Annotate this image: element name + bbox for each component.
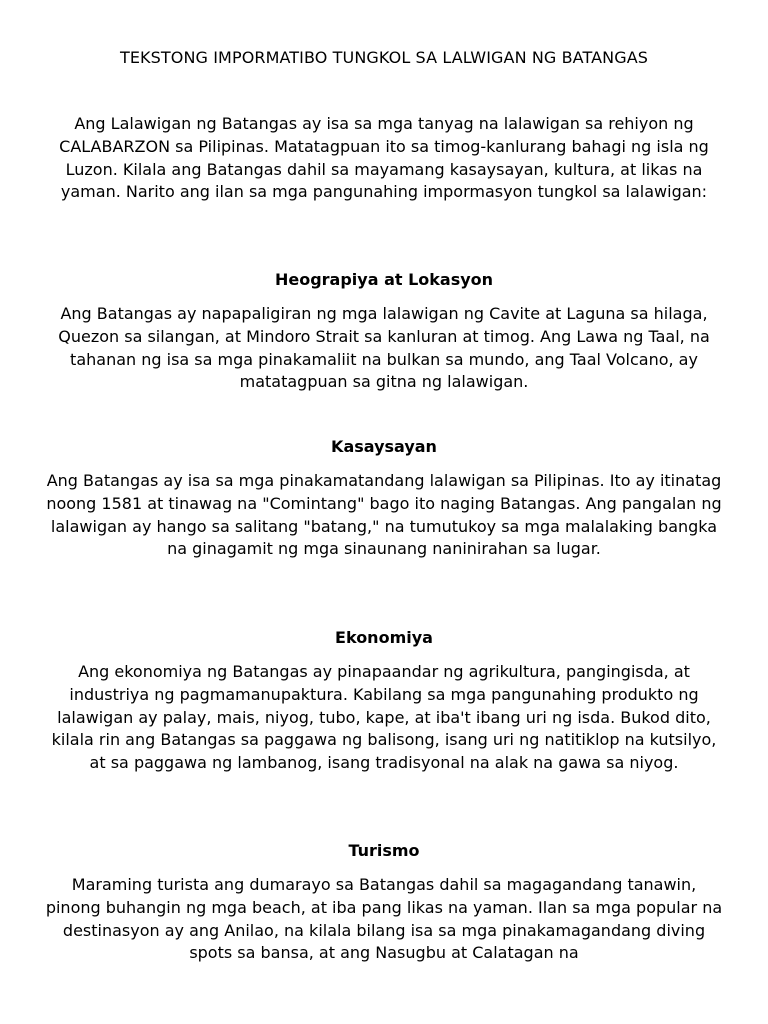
section-heading-turismo: Turismo — [348, 841, 420, 860]
section-heading-ekonomiya: Ekonomiya — [335, 628, 433, 647]
section-heading-kasaysayan: Kasaysayan — [331, 437, 437, 456]
section-body-turismo: Maraming turista ang dumarayo sa Batangas dahil sa magagandang tanawin, pinong buhangin ng mga beach, at iba pang likas na yaman. Ilan sa mga popular na destinasyon ay ang Anilao, na kilala bilang isa sa mga pinakamagandang diving spots sa bansa, at ang Nasugbu at Calatagan na — [45, 875, 723, 963]
document-title: TEKSTONG IMPORMATIBO TUNGKOL SA LALWIGAN NG BATANGAS — [119, 48, 649, 67]
section-body-ekonomiya: Ang ekonomiya ng Batangas ay pinapaandar ng agrikultura, pangingisda, at industriya ng pagmamanupaktura. Kabilang sa mga pangunahing produkto ng lalawigan ay palay, mais, niyog, tubo, kape, at iba't ibang uri ng isda. Bukod dito, kilala rin ang Batangas sa paggawa ng balisong, isang uri ng natitiklop na kutsilyo, at sa paggawa ng lambanog, isang tradisyonal na alak na gawa sa niyog. — [51, 662, 717, 773]
intro-paragraph: Ang Lalawigan ng Batangas ay isa sa mga tanyag na lalawigan sa rehiyon ng CALABARZON sa Pilipinas. Matatagpuan ito sa timog-kanlurang bahagi ng isla ng Luzon. Kilala ang Batangas dahil sa mayamang kasaysayan, kultura, at likas na yaman. Narito ang ilan sa mga pangunahing impormasyon tungkol sa lalawigan: — [59, 114, 709, 202]
section-body-kasaysayan: Ang Batangas ay isa sa mga pinakamatandang lalawigan sa Pilipinas. Ito ay itinatag noong 1581 at tinawag na "Comintang" bago ito naging Batangas. Ang pangalan ng lalawigan ay hango sa salitang "batang," na tumutukoy sa mga malalaking bangka na ginagamit ng mga sinaunang naninirahan sa lugar. — [46, 471, 722, 559]
section-body-heograpiya: Ang Batangas ay napapaligiran ng mga lalawigan ng Cavite at Laguna sa hilaga, Quezon sa silangan, at Mindoro Strait sa kanluran at timog. Ang Lawa ng Taal, na tahanan ng isa sa mga pinakamaliit na bulkan sa mundo, ang Taal Volcano, ay matatagpuan sa gitna ng lalawigan. — [58, 304, 710, 392]
section-heading-heograpiya: Heograpiya at Lokasyon — [274, 270, 494, 289]
